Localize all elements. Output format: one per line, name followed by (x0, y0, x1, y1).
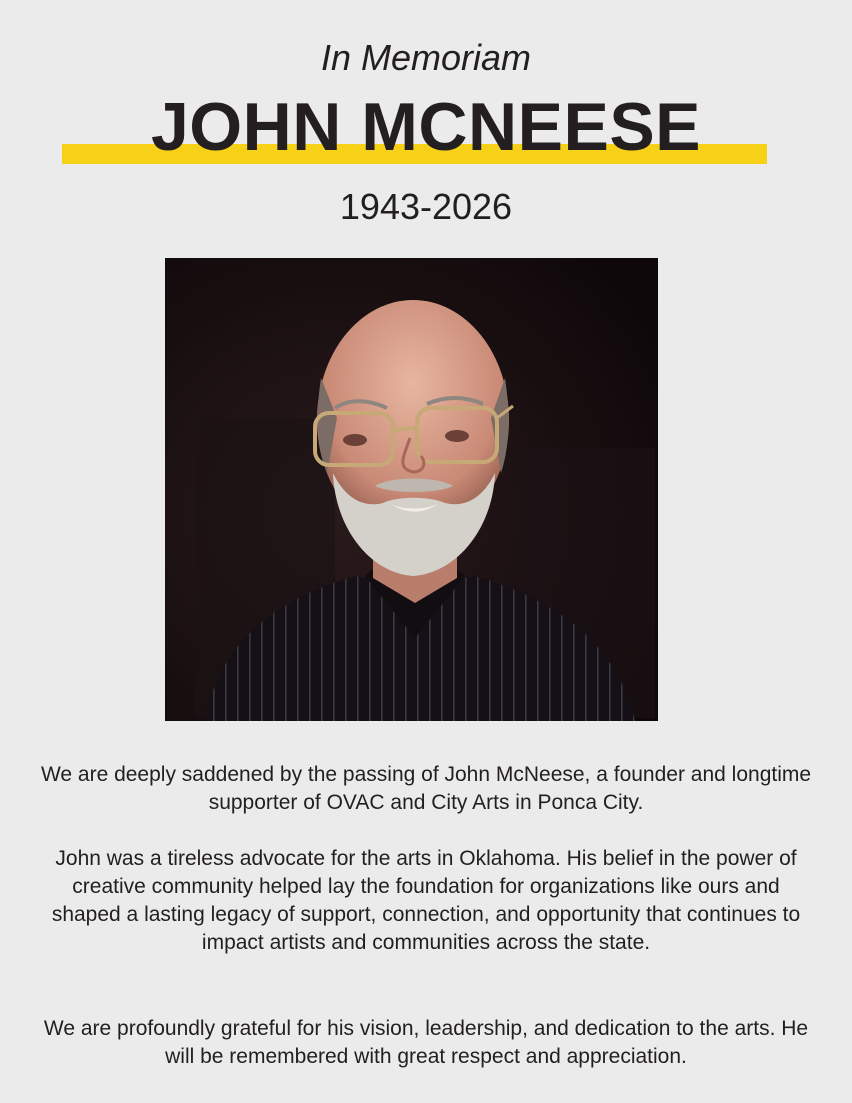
paragraph-tribute: John was a tireless advocate for the arts in Oklahoma. His belief in the power of creative community helped lay the foundation for organizations like ours and shaped a lasting legacy of support, connection, and opportunity that continues to impact artists and communities across the state. (51, 847, 801, 954)
life-years: 1943-2026 (339, 186, 513, 227)
paragraph-announcement: We are deeply saddened by the passing of John McNeese, a founder and longtime supporter of OVAC and City Arts in Ponca City. (40, 763, 812, 814)
memorial-name: JOHN MCNEESE (150, 89, 702, 165)
paragraph-gratitude: We are profoundly grateful for his vision, leadership, and dedication to the arts. He will be remembered with great respect and appreciation. (43, 1017, 809, 1068)
portrait-photo (165, 258, 658, 721)
name-block (0, 88, 852, 168)
in-memoriam-heading: In Memoriam (320, 37, 532, 78)
